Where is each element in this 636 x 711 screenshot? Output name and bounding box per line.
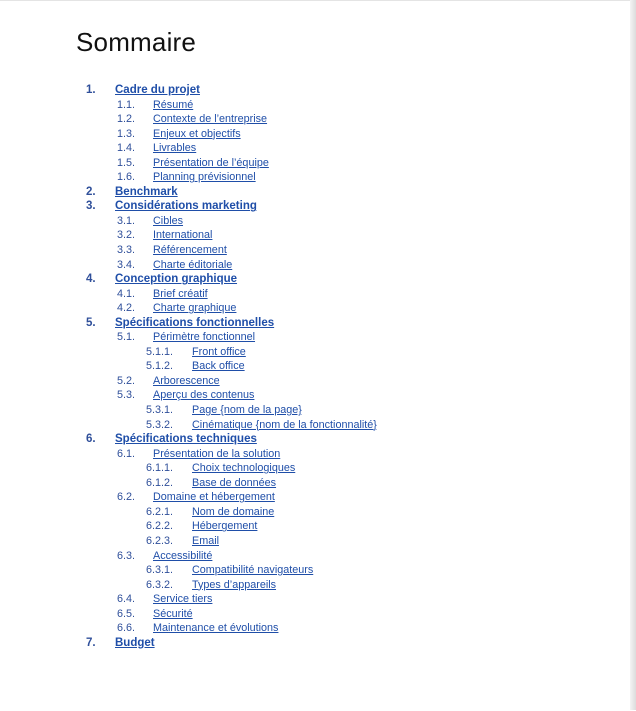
toc-entry[interactable] bbox=[0, 127, 630, 142]
toc-entry-number: 6.6. bbox=[117, 622, 136, 635]
toc-entry-number: 7. bbox=[86, 636, 96, 649]
toc-entry[interactable] bbox=[0, 505, 630, 520]
toc-entry-link[interactable]: Spécifications techniques bbox=[115, 433, 257, 446]
toc-entry[interactable] bbox=[0, 112, 630, 127]
toc-entry[interactable] bbox=[0, 607, 630, 622]
toc-entry-link[interactable]: Résumé bbox=[153, 98, 194, 111]
toc-entry-number: 6.2.1. bbox=[146, 505, 174, 518]
toc-entry[interactable] bbox=[0, 258, 630, 273]
toc-entry[interactable] bbox=[0, 418, 630, 433]
page-edge-shadow bbox=[630, 0, 636, 710]
toc-entry-number: 3.3. bbox=[117, 244, 136, 257]
toc-entry-link[interactable]: Sécurité bbox=[153, 607, 193, 620]
toc-entry-number: 5. bbox=[86, 316, 96, 329]
toc-entry-number: 6.1.2. bbox=[146, 476, 174, 489]
toc-entry[interactable] bbox=[0, 228, 630, 243]
toc-entry-link[interactable]: Charte graphique bbox=[153, 302, 237, 315]
toc-entry[interactable] bbox=[0, 214, 630, 229]
toc-entry-link[interactable]: Arborescence bbox=[153, 374, 220, 387]
toc-entry-number: 6.5. bbox=[117, 607, 136, 620]
toc-entry-link[interactable]: Page {nom de la page} bbox=[192, 404, 302, 417]
toc-entry-link[interactable]: Aperçu des contenus bbox=[153, 389, 255, 402]
toc-entry-number: 1. bbox=[86, 84, 96, 96]
toc-entry[interactable] bbox=[0, 170, 630, 185]
toc-entry-number: 6.4. bbox=[117, 593, 136, 606]
toc-entry-link[interactable]: Présentation de l’équipe bbox=[153, 156, 269, 169]
toc-entry[interactable] bbox=[0, 563, 630, 578]
toc-entry-link[interactable]: Benchmark bbox=[115, 185, 178, 198]
toc-entry[interactable] bbox=[0, 549, 630, 564]
toc-entry-number: 6.3.2. bbox=[146, 578, 174, 591]
toc-entry-link[interactable]: Email bbox=[192, 534, 219, 547]
toc-entry-number: 3.2. bbox=[117, 229, 136, 242]
toc-entry-number: 5.3.1. bbox=[146, 404, 174, 417]
toc-entry[interactable] bbox=[0, 141, 630, 156]
toc-entry-link[interactable]: Référencement bbox=[153, 244, 227, 257]
toc-entry[interactable] bbox=[0, 345, 630, 360]
toc-entry-link[interactable]: Domaine et hébergement bbox=[153, 491, 275, 504]
toc-entry-link[interactable]: Brief créatif bbox=[153, 287, 208, 300]
toc-entry-number: 3. bbox=[86, 200, 96, 213]
toc-entry-number: 6.2. bbox=[117, 491, 136, 504]
toc-entry-link[interactable]: Accessibilité bbox=[153, 549, 213, 562]
toc-entry-link[interactable]: Périmètre fonctionnel bbox=[153, 331, 256, 344]
toc-entry[interactable] bbox=[0, 156, 630, 171]
toc-entry-link[interactable]: Contexte de l’entreprise bbox=[153, 113, 268, 126]
toc-entry-number: 5.3.2. bbox=[146, 418, 174, 431]
toc-entry-link[interactable]: Enjeux et objectifs bbox=[153, 127, 241, 140]
page-title: Sommaire bbox=[76, 27, 197, 57]
toc-entry-number: 3.1. bbox=[117, 214, 136, 227]
toc-entry-link[interactable]: Base de données bbox=[192, 476, 277, 489]
toc-entry[interactable] bbox=[0, 199, 630, 214]
toc-entry-link[interactable]: Hébergement bbox=[192, 520, 258, 533]
toc-entry[interactable] bbox=[0, 621, 630, 636]
toc-entry-number: 3.4. bbox=[117, 258, 136, 271]
toc-entry[interactable] bbox=[0, 490, 630, 505]
toc-entry-number: 6.2.3. bbox=[146, 534, 174, 547]
toc-entry[interactable] bbox=[0, 330, 630, 345]
table-of-contents bbox=[0, 83, 630, 650]
toc-entry-link[interactable]: Front office bbox=[192, 345, 246, 358]
toc-entry-link[interactable]: Livrables bbox=[153, 142, 197, 155]
toc-entry[interactable] bbox=[0, 316, 630, 331]
toc-entry[interactable] bbox=[0, 432, 630, 447]
toc-entry-link[interactable]: Cinématique {nom de la fonctionnalité} bbox=[192, 418, 377, 431]
toc-entry-link[interactable]: Charte éditoriale bbox=[153, 258, 233, 271]
toc-entry-number: 4. bbox=[86, 273, 96, 286]
toc-entry-number: 5.1. bbox=[117, 331, 136, 344]
toc-entry-link[interactable]: Cadre du projet bbox=[115, 84, 200, 96]
toc-entry[interactable] bbox=[0, 403, 630, 418]
toc-entry[interactable] bbox=[0, 301, 630, 316]
toc-entry-link[interactable]: International bbox=[153, 229, 213, 242]
toc-entry-link[interactable]: Considérations marketing bbox=[115, 200, 257, 213]
toc-entry-link[interactable]: Conception graphique bbox=[115, 273, 238, 286]
toc-entry-number: 4.1. bbox=[117, 287, 136, 300]
toc-entry[interactable] bbox=[0, 519, 630, 534]
toc-entry[interactable] bbox=[0, 461, 630, 476]
toc-entry-link[interactable]: Choix technologiques bbox=[192, 462, 296, 475]
toc-entry[interactable] bbox=[0, 243, 630, 258]
toc-entry[interactable] bbox=[0, 287, 630, 302]
toc-entry-number: 2. bbox=[86, 185, 96, 198]
toc-entry[interactable] bbox=[0, 592, 630, 607]
toc-entry-number: 1.1. bbox=[117, 98, 136, 111]
toc-entry-number: 5.2. bbox=[117, 374, 136, 387]
toc-entry[interactable] bbox=[0, 98, 630, 113]
toc-entry[interactable] bbox=[0, 636, 630, 651]
toc-entry-number: 1.3. bbox=[117, 127, 136, 140]
toc-entry-link[interactable]: Planning prévisionnel bbox=[153, 171, 256, 184]
toc-entry-number: 6.2.2. bbox=[146, 520, 174, 533]
toc-entry-number: 6. bbox=[86, 433, 96, 446]
toc-entry-link[interactable]: Nom de domaine bbox=[192, 505, 275, 518]
toc-entry-number: 5.3. bbox=[117, 389, 136, 402]
toc-entry-number: 1.4. bbox=[117, 142, 136, 155]
toc-entry-number: 5.1.2. bbox=[146, 360, 174, 373]
toc-entry-link[interactable]: Back office bbox=[192, 360, 245, 373]
toc-entry-number: 6.1.1. bbox=[146, 462, 174, 475]
toc-entry[interactable] bbox=[0, 388, 630, 403]
toc-entry-link[interactable]: Spécifications fonctionnelles bbox=[115, 316, 275, 329]
toc-entry-number: 1.2. bbox=[117, 113, 136, 126]
toc-entry[interactable] bbox=[0, 534, 630, 549]
toc-entry[interactable] bbox=[0, 476, 630, 491]
toc-entry-number: 5.1.1. bbox=[146, 345, 174, 358]
toc-entry[interactable] bbox=[0, 359, 630, 374]
toc-entry-link[interactable]: Cibles bbox=[153, 214, 184, 227]
toc-entry-number: 1.5. bbox=[117, 156, 136, 169]
toc-entry-link[interactable]: Budget bbox=[115, 636, 155, 649]
toc-entry[interactable] bbox=[0, 185, 630, 200]
toc-entry-number: 6.1. bbox=[117, 447, 136, 460]
toc-entry-link[interactable]: Service tiers bbox=[153, 593, 213, 606]
toc-entry-number: 4.2. bbox=[117, 302, 136, 315]
toc-entry[interactable] bbox=[0, 374, 630, 389]
toc-entry-link[interactable]: Présentation de la solution bbox=[153, 447, 281, 460]
toc-entry[interactable] bbox=[0, 447, 630, 462]
toc-entry-number: 1.6. bbox=[117, 171, 136, 184]
toc-entry-link[interactable]: Compatibilité navigateurs bbox=[192, 564, 314, 577]
toc-entry-link[interactable]: Types d’appareils bbox=[192, 578, 277, 591]
toc-entry[interactable] bbox=[0, 83, 630, 98]
toc-entry-number: 6.3.1. bbox=[146, 564, 174, 577]
toc-entry[interactable] bbox=[0, 272, 630, 287]
toc-entry[interactable] bbox=[0, 578, 630, 593]
toc-entry-link[interactable]: Maintenance et évolutions bbox=[153, 622, 279, 635]
toc-entry-number: 6.3. bbox=[117, 549, 136, 562]
